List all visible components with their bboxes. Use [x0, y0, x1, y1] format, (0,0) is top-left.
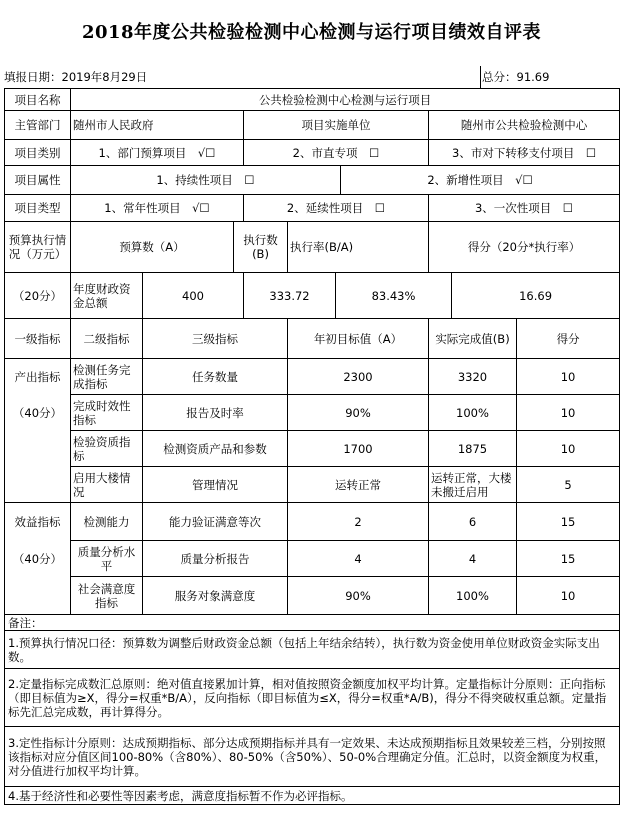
benefit-indicator-weight: （40分） — [5, 541, 71, 577]
row-score: 10 — [517, 359, 620, 395]
budget-weight: （20分） — [5, 273, 71, 319]
dept-value: 随州市人民政府 — [71, 111, 244, 140]
header-actual: 实际完成值(B) — [429, 319, 517, 359]
notes-label: 备注： — [5, 615, 620, 631]
row-level2: 启用大楼情况 — [71, 467, 143, 503]
output-indicator-weight: （40分） — [5, 395, 71, 431]
row-level3: 任务数量 — [143, 359, 288, 395]
row-score: 10 — [517, 577, 620, 615]
benefit-indicator-spacer — [5, 577, 71, 615]
row-actual: 1875 — [429, 431, 517, 467]
row-level3: 质量分析报告 — [143, 541, 288, 577]
header-level1: 一级指标 — [5, 319, 71, 359]
fill-date: 填报日期：2019年8月29日 — [4, 70, 148, 84]
row-level2: 检测能力 — [71, 503, 143, 541]
output-indicator-spacer — [5, 467, 71, 503]
budget-value: 400 — [143, 273, 244, 319]
row-level3: 管理情况 — [143, 467, 288, 503]
row-target: 2 — [288, 503, 429, 541]
divider — [480, 66, 481, 88]
budget-col-budget: 预算数（A） — [71, 222, 234, 273]
row-target: 4 — [288, 541, 429, 577]
category-option-city: 2、市直专项 ☐ — [244, 140, 429, 166]
row-actual: 3320 — [429, 359, 517, 395]
impl-unit-value: 随州市公共检验检测中心 — [429, 111, 620, 140]
type-label: 项目类型 — [5, 195, 71, 222]
row-actual: 4 — [429, 541, 517, 577]
note-2: 2.定量指标完成数汇总原则：绝对值直接累加计算，相对值按照资金额度加权平均计算。定量指标计分原则：正向指标（即目标值为≥X，得分=权重*B/A），反向指标（即目标值为≤X，得分=权重*A/B)，得分不得突破权重总额。定量指标先汇总完成数，再计算得分。 — [5, 669, 620, 727]
row-actual: 100% — [429, 395, 517, 431]
total-score: 总分：91.69 — [482, 70, 550, 84]
budget-label: 预算执行情况（万元） — [5, 222, 71, 273]
note-3: 3.定性指标计分原则：达成预期指标、部分达成预期指标并具有一定效果、未达成预期指标且效果较差三档，分别按照该指标对应分值区间100-80%（含80%）、80-50%（含50%）、50-0%合理确定分值。汇总时，以资金额度为权重，对分值进行加权平均计算。 — [5, 727, 620, 787]
row-level3: 检测资质产品和参数 — [143, 431, 288, 467]
output-indicator-label: 产出指标 — [5, 359, 71, 395]
dept-label: 主管部门 — [5, 111, 71, 140]
row-target: 90% — [288, 395, 429, 431]
row-level3: 能力验证满意等次 — [143, 503, 288, 541]
budget-col-rate: 执行率(B/A) — [288, 222, 429, 273]
output-indicator-spacer — [5, 431, 71, 467]
type-option-annual: 1、常年性项目 √☐ — [71, 195, 244, 222]
row-level2: 检验资质指标 — [71, 431, 143, 467]
category-option-transfer: 3、市对下转移支付项目 ☐ — [429, 140, 620, 166]
row-level2: 完成时效性指标 — [71, 395, 143, 431]
row-level2: 质量分析水平 — [71, 541, 143, 577]
attr-option-continuous: 1、持续性项目 ☐ — [71, 166, 341, 195]
budget-col-score: 得分（20分*执行率） — [429, 222, 620, 273]
evaluation-table — [4, 88, 620, 805]
budget-col-exec: 执行数(B) — [234, 222, 288, 273]
category-option-dept: 1、部门预算项目 √☐ — [71, 140, 244, 166]
row-target: 90% — [288, 577, 429, 615]
project-name-value: 公共检验检测中心检测与运行项目 — [71, 89, 620, 111]
row-score: 10 — [517, 395, 620, 431]
page-title: 2018年度公共检验检测中心检测与运行项目绩效自评表 — [81, 22, 542, 43]
attr-option-new: 2、新增性项目 √☐ — [341, 166, 620, 195]
attr-label: 项目属性 — [5, 166, 71, 195]
row-score: 15 — [517, 541, 620, 577]
row-score: 5 — [517, 467, 620, 503]
row-actual: 100% — [429, 577, 517, 615]
impl-unit-label: 项目实施单位 — [244, 111, 429, 140]
rate-value: 83.43% — [336, 273, 452, 319]
row-target: 运转正常 — [288, 467, 429, 503]
benefit-indicator-label: 效益指标 — [5, 503, 71, 541]
row-score: 10 — [517, 431, 620, 467]
exec-value: 333.72 — [244, 273, 336, 319]
project-name-label: 项目名称 — [5, 89, 71, 111]
budget-row-label: 年度财政资金总额 — [71, 273, 143, 319]
header-target: 年初目标值（A） — [288, 319, 429, 359]
row-target: 1700 — [288, 431, 429, 467]
fill-info-row — [4, 66, 619, 88]
note-1: 1.预算执行情况口径：预算数为调整后财政资金总额（包括上年结余结转），执行数为资金使用单位财政资金实际支出数。 — [5, 631, 620, 669]
header-level3: 三级指标 — [143, 319, 288, 359]
row-level3: 服务对象满意度 — [143, 577, 288, 615]
row-score: 15 — [517, 503, 620, 541]
header-score: 得分 — [517, 319, 620, 359]
note-4: 4.基于经济性和必要性等因素考虑，满意度指标暂不作为必评指标。 — [5, 787, 620, 805]
row-target: 2300 — [288, 359, 429, 395]
header-level2: 二级指标 — [71, 319, 143, 359]
budget-score-value: 16.69 — [452, 273, 620, 319]
row-level2: 社会满意度指标 — [71, 577, 143, 615]
row-actual: 运转正常，大楼未搬迁启用 — [429, 467, 517, 503]
row-level2: 检测任务完成指标 — [71, 359, 143, 395]
category-label: 项目类别 — [5, 140, 71, 166]
type-option-extended: 2、延续性项目 ☐ — [244, 195, 429, 222]
type-option-onetime: 3、一次性项目 ☐ — [429, 195, 620, 222]
row-level3: 报告及时率 — [143, 395, 288, 431]
row-actual: 6 — [429, 503, 517, 541]
